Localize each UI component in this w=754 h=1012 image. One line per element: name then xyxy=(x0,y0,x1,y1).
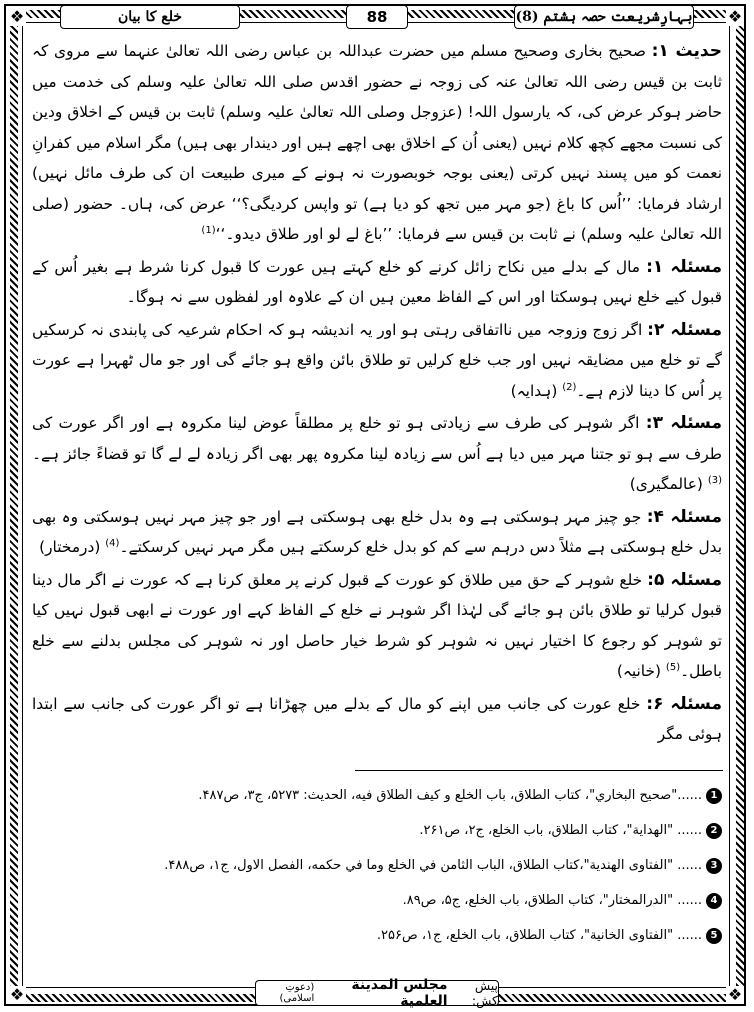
paragraph xyxy=(32,565,722,687)
paragraph-heading: مسئلہ ۵: xyxy=(647,569,722,590)
chapter-title: خلع کا بیان xyxy=(60,5,240,29)
paragraph-text: مال کے بدلے میں نکاح زائل کرنے کو خلع کہتے ہیں عورت کا قبول کرنا شرط ہے بغیر اُس کے قبول کیے خلع نہیں ہوسکتا اور اس کے الفاظ معین ہیں ان کے علاوہ اور لفظوں سے نہ ہوگا۔ xyxy=(32,257,722,306)
footnote-ref: (5) xyxy=(665,661,681,673)
paragraph-text: جو چیز مہر ہوسکتی ہے وہ بدل خلع بھی ہوسکتی ہے اور جو چیز مہر نہیں ہوسکتی وہ بھی بدل خلع ہوسکتی ہے مثلاً دس درہم سے کم کو بدل خلع کرسکتے ہیں مگر مہر نہیں کرسکتے۔ xyxy=(32,507,722,556)
footnotes xyxy=(32,778,722,953)
footnote-item xyxy=(32,778,722,813)
footnote-divider xyxy=(355,770,723,771)
source-citation: (درمختار) xyxy=(39,538,106,556)
footnote-item xyxy=(32,883,722,918)
footer-organization: مجلس المدینة العلمیة xyxy=(351,977,448,1009)
corner-ornament-icon: ❖ xyxy=(727,7,743,26)
paragraph-text: خلع شوہر کے حق میں طلاق کو عورت کے قبول کرنے پر معلق کرنا ہے کہ عورت نے اگر مال دینا قبول کرلیا تو طلاق بائن ہو جائے گی لہٰذا اگر شوہر نے خلع کے الفاظ کہے اور عورت نے ابھی قبول نہیں کیا تو شوہر کو رجوع کا اختیار نہیں نہ شوہر کو شرط خیار حاصل اور نہ شوہر کی مجلس بدلنے سے خلع باطل۔ xyxy=(32,570,722,680)
paragraph-text: خلع عورت کی جانب میں اپنے کو مال کے بدلے میں چھڑانا ہے تو اگر عورت کی جانب سے ابتدا ہوئی مگر xyxy=(32,694,722,743)
footnote-text: ...... "الھدایة"، کتاب الطلاق، باب الخلع، ج۲، ص۲۶۱. xyxy=(419,823,702,838)
footnote-number: 3 xyxy=(706,858,722,874)
footnote-text: ......"صحیح البخاري"، کتاب الطلاق، باب الخلع و کیف الطلاق فیه، الحدیث: ۵۲۷۳، ج۳، ص۴۸۷. xyxy=(198,788,702,803)
footnote-ref: (1) xyxy=(201,224,216,236)
footnote-number: 1 xyxy=(706,788,722,804)
footnote-text: ...... "الفتاوی الخانیة"، کتاب الطلاق، باب الخلع، ج۱، ص۲۵۶. xyxy=(376,928,702,943)
footnote-item xyxy=(32,813,722,848)
source-citation: (ہدایہ) xyxy=(510,381,563,400)
page-header xyxy=(60,4,694,30)
paragraph-heading: مسئلہ ۳: xyxy=(645,413,722,433)
paragraph xyxy=(32,36,722,250)
paragraph xyxy=(32,252,722,313)
footnote-ref: (4) xyxy=(105,537,120,549)
paragraph-heading: حدیث ۱: xyxy=(651,41,722,61)
paragraph xyxy=(32,408,722,500)
paragraph xyxy=(32,689,722,750)
paragraph xyxy=(32,315,722,407)
paragraph-heading: مسئلہ ۴: xyxy=(646,506,722,527)
paragraph-heading: مسئلہ ۶: xyxy=(646,693,722,714)
footnote-number: 2 xyxy=(706,823,722,839)
footer-presented-by: پیش کش: xyxy=(471,978,498,1008)
source-citation: (عالمگیری) xyxy=(629,475,708,493)
corner-ornament-icon: ❖ xyxy=(727,985,743,1004)
source-citation: (خانیہ) xyxy=(616,662,666,680)
footnote-number: 4 xyxy=(706,893,722,909)
paragraph-heading: مسئلہ ۲: xyxy=(647,319,722,340)
footer-dawat: (دعوتِ اسلامی) xyxy=(279,982,315,1004)
corner-ornament-icon: ❖ xyxy=(9,985,25,1004)
footnote-text: ...... "الفتاوی الھندیة"،کتاب الطلاق، الباب الثامن في الخلع وما في حکمه، الفصل الاول، ج۱، ص۴۸۸. xyxy=(164,858,702,873)
footnote-ref: (3) xyxy=(707,474,722,486)
page-footer xyxy=(255,977,499,1009)
paragraph-heading: مسئلہ ۱: xyxy=(646,256,722,277)
footnote-ref: (2) xyxy=(562,381,577,393)
paragraph-text: اگر شوہر کی طرف سے زیادتی ہو تو خلع پر مطلقاً عوض لینا مکروہ ہے اور اگر عورت کی طرف سے ہو تو جتنا مہر میں دیا ہے اُس سے زیادہ لینا مکروہ پھر بھی اگر زیادہ لے لے گا تو قضاءً جائز ہے۔ xyxy=(32,414,722,463)
page-number: 88 xyxy=(346,5,408,29)
paragraph-text: اگر زوج وزوجہ میں نااتفاقی رہتی ہو اور یہ اندیشہ ہو کہ احکام شرعیہ کی پابندی نہ کرسکیں گے تو خلع میں مضایقہ نہیں اور جب خلع کرلیں تو طلاق بائن واقع ہو جائے گی اور جو مال ٹھہرا ہے عورت پر اُس کا دینا لازم ہے۔ xyxy=(32,320,722,400)
book-part-title: بہارِشریعت حصہ ہشتم (8) xyxy=(514,5,694,29)
paragraph xyxy=(32,502,722,563)
corner-ornament-icon: ❖ xyxy=(9,7,25,26)
paragraph-text: صحیح بخاری وصحیح مسلم میں حضرت عبداللہ بن عباس رضی اللہ تعالیٰ عنہما سے مروی کہ ثابت بن قیس رضی اللہ تعالیٰ عنہ کی زوجہ نے حضور اقدس صلی اللہ تعالیٰ علیہ وسلم کی خدمت میں حاضر ہوکر عرض کی، کہ یارسول اللہ! (عزوجل وصلی اللہ تعالیٰ علیہ وسلم) ثابت بن قیس کے اخلاق ودین کی نسبت مجھے کچھ کلام نہیں (یعنی اُن کے اخلاق بھی اچھے ہیں اور دیندار بھی ہیں) مگر اسلام میں کفرانِ نعمت کو میں پسند نہیں کرتی (یعنی بوجہ خوبصورت نہ ہونے کے میری طبیعت ان کی طرف مائل نہیں) ارشاد فرمایا: ’’اُس کا باغ (جو مہر میں تجھ کو دیا ہے) تو واپس کردیگی؟‘‘ عرض کی، ہاں۔ حضور (صلی اللہ تعالیٰ علیہ وسلم) نے ثابت بن قیس سے فرمایا: ’’باغ لے لو اور طلاق دیدو۔‘‘ xyxy=(32,42,722,243)
footnote-number: 5 xyxy=(706,928,722,944)
footnote-item xyxy=(32,918,722,953)
body-text xyxy=(32,36,722,752)
footnote-item xyxy=(32,848,722,883)
footnote-text: ...... "الدرالمختار"، کتاب الطلاق، باب الخلع، ج۵، ص۸۹. xyxy=(402,893,702,908)
